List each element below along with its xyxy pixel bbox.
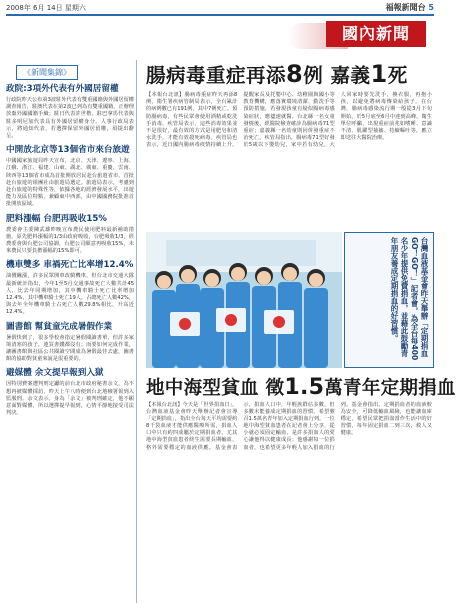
headline-part: 例 嘉義 [303,64,371,87]
brief-title: 肥料漲幅 台肥再吸收15% [6,213,107,224]
column-divider [136,60,137,603]
brief-title: 機車雙多 車禍死亡比率增12.4% [6,260,134,271]
page-number: 5 [428,3,434,12]
section-title: 國內新聞 [326,21,426,47]
brief-title: 政院:3項外代表有外國居留權 [6,84,119,94]
headline-number: 1.5 [284,375,325,400]
brief-item [6,145,134,208]
headline-number: 1 [370,60,388,88]
brief-body: 中國國家旅遊局昨天宣布，北京、天津、遼寧、上海、江蘇、浙江、福建、山東、湖北、廣東、重慶、雲南、陝西等13個省市成為首批開放居民赴台旅遊省市，首批赴台旅遊的組團社由旅遊局選定。旅遊局表示，考慮到赴台旅遊的特殊性等，依據各地的經濟發展水平，出遊能力及區位特點，兼顧東中西部，由中國國務院批准首批開放區域。 [6,158,134,208]
brief-body: 行政院昨天公布第3波駐外代表有雙重國籍與外國居留權調查報告，駐澳代表在第2波已列為有雙重國籍，正辦理放棄外國國籍手續；駐日代表許世楷，駐巴拿馬代表與駐多明尼加代表具有外國居留權身分。人事行政局表示，將通知代表，若選擇保留外國居留權，須提出辭呈。 [6,97,134,140]
brief-item [6,214,134,256]
paper-name-text: 福報新聞台 [385,3,426,12]
story2-body: 【本報台北訊】今天是「世界捐血日」，台灣血液基金會昨天舉辦記者會宣導「定期捐血」，指出全台每天平均需要約8千袋血液才能供應醫療所需，捐血人口中只有約四成屬於定期捐血者，尤其地中海型貧血患者終生需要長期輸血，格外需要穩定的血液供應。基金會表示，捐血人口中，年輕族群佔多數，但多數未能養成定期捐血的習慣，希望號召1.5萬名青年加入定期捐血行列。一位地中海型貧血患者在記者會上分享，從小就必須固定輸血，是許多捐血人的愛心讓他得以健康成長；他感謝每一位捐血者，也希望更多年輕人加入捐血的行列。基金會指出，定期捐血者的血液較為安全，可降低輸血風險，也能讓血庫穩定，希望民眾把捐血當作生活中的好習慣，每年固定捐血二到三次，救人又健康。 [146,402,432,451]
news-briefs-column [6,60,134,603]
headline-part: 死 [387,64,408,87]
paper-name [386,2,434,13]
headline-part: 萬青年定期捐血 [324,378,456,399]
brief-body: 油價飆漲，許多民眾開車改騎機車，但台北市交通大隊最新統計指出，今年1至5月交通事故死亡人數共計45人，比去年同期增加，其中機車騎士死亡比率增加12.4%，其中機車騎士死亡19人，占總死亡人數42%，與去年全年機車騎士占死亡人數29.8%相比，升高近12.4%。 [6,273,134,316]
brief-body: 暑假快到了，很多學校會指定暑假閱讀書單，但許多家境清寒的孩子，連買書錢都沒有；而要如何完成作業，讓圖書館與社區公共閱讀空間成為暑假最佳去處，圖書館的協助對貧童來說是很重要的。 [6,334,134,363]
issue-date: 2008年 6月 14日 星期六 [6,4,86,12]
brief-item [6,84,134,140]
brief-body: 農委會主委陳武雄昨晚宣布農民使用肥料最新補助措施，原先肥料漲幅的1/3由政府吸收，台肥吸收1/3，經農委會與台肥公司協調，台肥公司願意再吸收15%，未來農民只要負擔漲幅的15%即可。 [6,226,134,255]
brief-title: 中開放北京等13個省市來台旅遊 [6,145,130,156]
headline-part: 腸病毒重症再添 [146,64,287,87]
header-rule [6,14,434,16]
headline-part: 地中海型貧血 徵 [146,378,285,399]
story2-headline [146,374,456,400]
brief-title: 避媒體 余文提早報到入獄 [6,368,104,379]
story1-body: 【本報台北訊】腸病毒重症昨天再添8例，衛生署疾病管制局表示，全台累計的病例數已有191例，其中7例死亡。預防腸病毒，有些民眾會使用酒精或乾洗手消毒，疾管局表示，這些消毒效果並不是很好，最有效的方式是用肥皂和清水洗手，才能有效殺死病毒。疾管局也表示，近日國內腸病毒疫情持續上升，提醒家長及托嬰中心、幼稚園與國小等教育機構，應落實環境清潔、勤洗手等預防措施，若發現孩童有疑似腸病毒感染症狀，應儘速就醫。台北縣一名女童發燒後，經醫院檢查確診為腸病毒71型重症；嘉義縣一名幼童則因併發重症不治死亡。疾管局指出，腸病毒71型好發於5歲以下嬰幼兒，家中若有幼兒，大人回家時要先洗手、換衣服，再抱小孩，以避免將病毒傳染給孩子。在台灣，腸病毒感染流行期一般從3月下旬開始，於5月底至6月中達到高峰。衛生單位呼籲，出現重症前兆如嗜睡、意識不清、肌躍型抽搐、持續嘔吐等，應立即送往大醫院治療。 [146,92,432,149]
brief-body: 因特別費案遭判刑定讞的前台北市政府秘書余文，為不想再被媒體採訪，昨天上午八時便到台北地檢署報到入監服刑。余文表示，身為「余文」被判刑確定，他不願意面對媒體，所以選擇提早報到，心情平靜地接受司法判決。 [6,381,134,417]
headline-number: 8 [286,60,304,88]
group-photo-image [146,232,342,368]
brief-item [6,260,134,316]
story1-headline [146,60,428,88]
briefs-tag: 《新聞集錦》 [16,65,78,80]
photo-caption: 台灣血液基金會昨天舉辦「定期捐血GO！GO！」記者會，為全台每400名少年提供免費捐血，並藉此鼓勵青年朋友養成定期捐血的好習慣。 [344,232,434,368]
brief-item [6,368,134,417]
news-photo [146,232,342,368]
brief-item [6,322,134,364]
brief-title: 圖書館 幫貧童完成暑假作業 [6,321,113,332]
section-banner [288,17,434,53]
